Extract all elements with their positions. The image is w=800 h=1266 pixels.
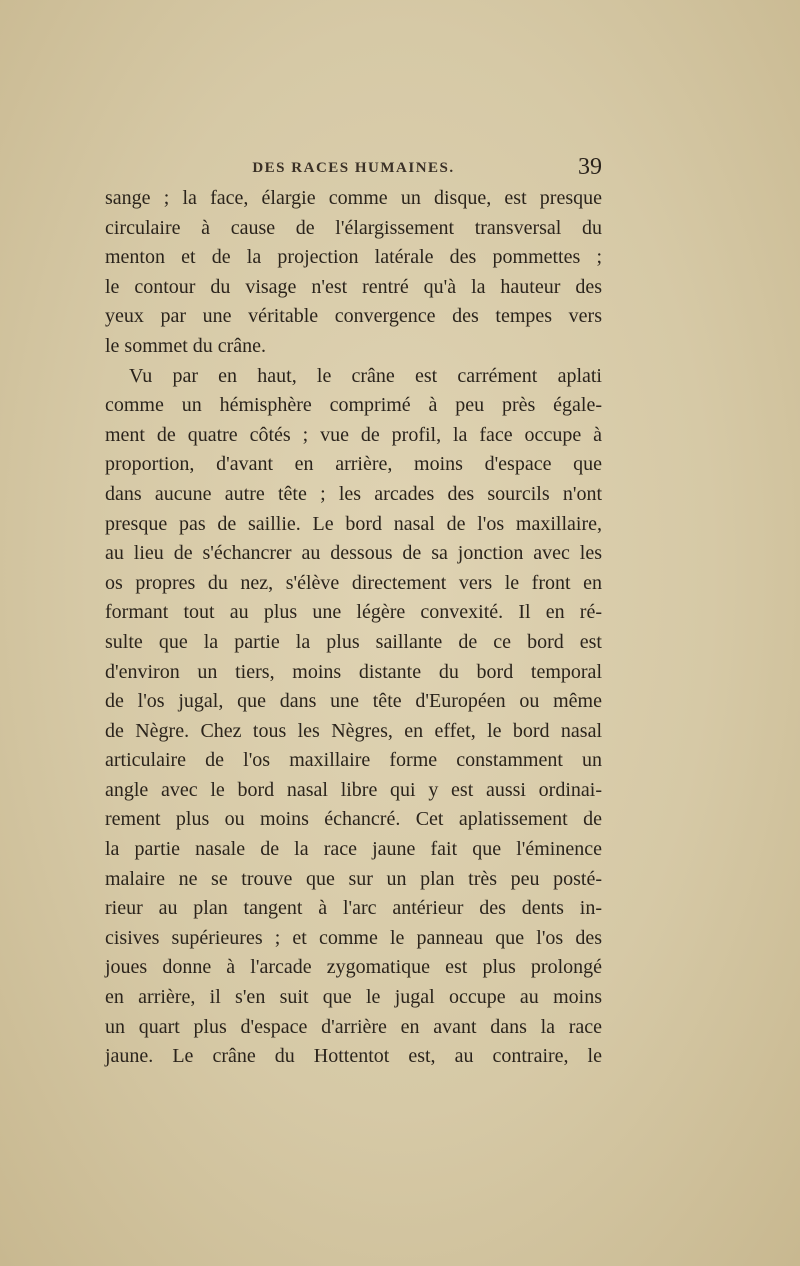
text-line: yeux par une véritable convergence des tempes vers — [105, 305, 602, 328]
text-line: os propres du nez, s'élève directement vers le front en — [105, 571, 602, 594]
text-line: le contour du visage n'est rentré qu'à la hauteur des — [105, 275, 602, 298]
text-line: rieur au plan tangent à l'arc antérieur des dents in- — [105, 897, 602, 920]
text-line: de l'os jugal, que dans une tête d'Européen ou même — [105, 690, 602, 713]
text-line: de Nègre. Chez tous les Nègres, en effet, le bord nasal — [105, 719, 602, 742]
text-line: comme un hémisphère comprimé à peu près égale- — [105, 394, 602, 417]
text-line: sulte que la partie la plus saillante de ce bord est — [105, 630, 602, 653]
text-line: un quart plus d'espace d'arrière en avant dans la race — [105, 1015, 602, 1038]
text-line: ment de quatre côtés ; vue de profil, la face occupe à — [105, 423, 602, 446]
text-line: dans aucune autre tête ; les arcades des sourcils n'ont — [105, 482, 602, 505]
body-text — [105, 184, 602, 1072]
text-line: articulaire de l'os maxillaire forme constamment un — [105, 749, 602, 772]
text-line: proportion, d'avant en arrière, moins d'espace que — [105, 453, 602, 476]
text-line: presque pas de saillie. Le bord nasal de l'os maxillaire, — [105, 512, 602, 535]
text-line: la partie nasale de la race jaune fait que l'éminence — [105, 838, 602, 861]
text-line: jaune. Le crâne du Hottentot est, au contraire, le — [105, 1045, 602, 1068]
text-line: en arrière, il s'en suit que le jugal occupe au moins — [105, 986, 602, 1009]
text-line: sange ; la face, élargie comme un disque, est presque — [105, 187, 602, 209]
text-line: joues donne à l'arcade zygomatique est plus prolongé — [105, 956, 602, 979]
text-line: Vu par en haut, le crâne est carrément aplati — [129, 364, 602, 387]
running-title: DES RACES HUMAINES. — [252, 160, 455, 176]
text-line: formant tout au plus une légère convexité. Il en ré- — [105, 601, 602, 624]
text-line: au lieu de s'échancrer au dessous de sa jonction avec les — [105, 542, 602, 565]
page-header — [105, 154, 602, 184]
text-line: d'environ un tiers, moins distante du bord temporal — [105, 660, 602, 683]
text-line: rement plus ou moins échancré. Cet aplatissement de — [105, 808, 602, 831]
page-number: 39 — [578, 154, 602, 180]
text-line: menton et de la projection latérale des pommettes ; — [105, 246, 602, 269]
text-line: angle avec le bord nasal libre qui y est aussi ordinai- — [105, 778, 602, 801]
text-line: le sommet du crâne. — [105, 334, 267, 357]
text-line: malaire ne se trouve que sur un plan très peu posté- — [105, 867, 602, 890]
text-line: circulaire à cause de l'élargissement transversal du — [105, 216, 602, 239]
text-line: cisives supérieures ; et comme le panneau que l'os des — [105, 926, 602, 949]
